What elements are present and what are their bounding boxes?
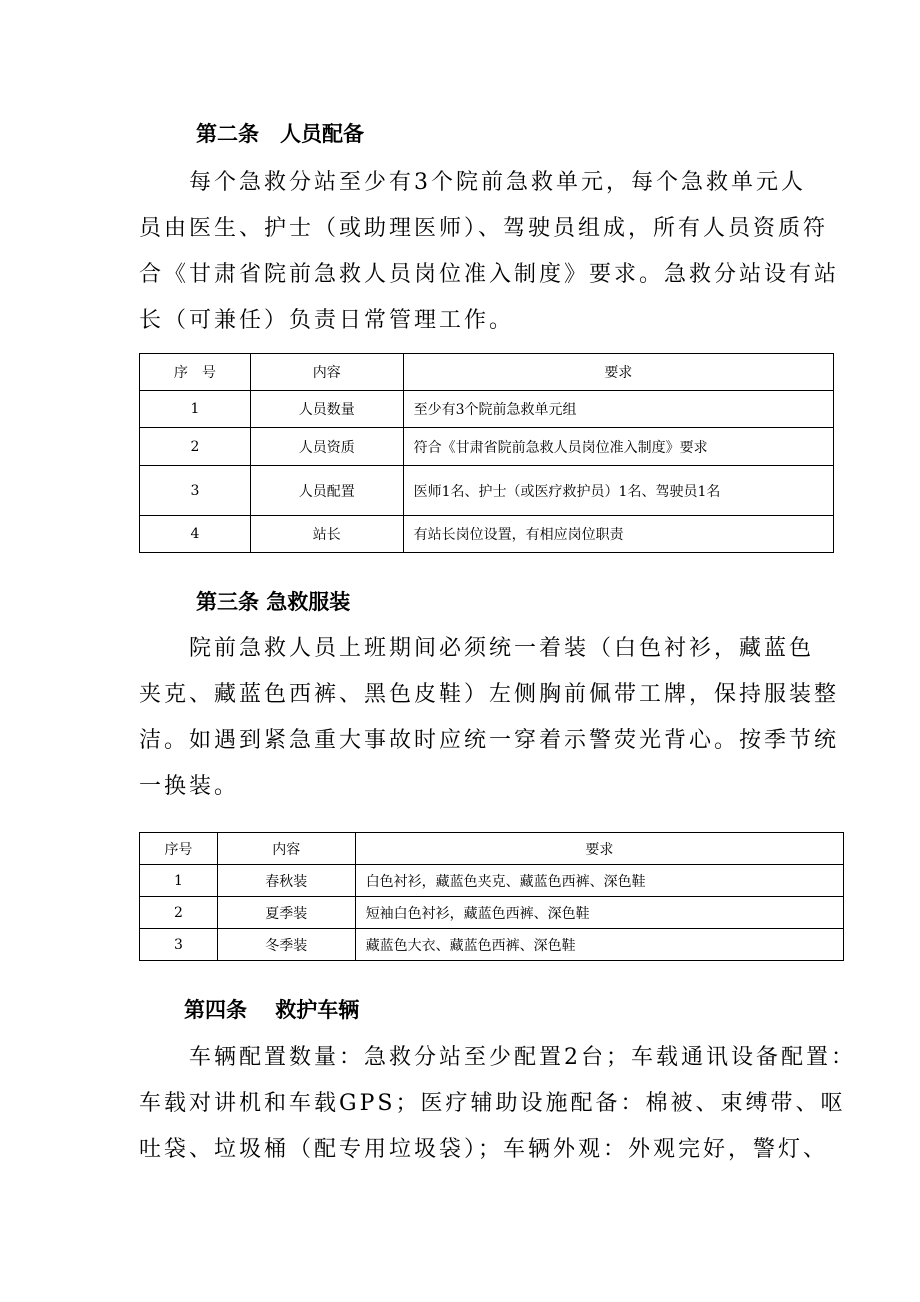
header-cell-requirement: 要求 — [403, 354, 833, 391]
table-row — [140, 865, 844, 897]
section3-heading: 第三条 急救服装 — [196, 590, 351, 614]
paragraph-line: 夹克、藏蓝色西裤、黑色皮鞋）左侧胸前佩带工牌，保持服装整 — [139, 682, 840, 707]
header-cell-requirement: 要求 — [355, 833, 843, 865]
table-row — [140, 929, 844, 961]
paragraph-line: 洁。如遇到紧急重大事故时应统一穿着示警荧光背心。按季节统 — [139, 728, 840, 753]
table-row — [140, 428, 834, 466]
table-row — [140, 516, 834, 553]
paragraph-line: 车载对讲机和车载GPS；医疗辅助设施配备：棉被、束缚带、呕 — [139, 1091, 846, 1116]
table-cell: 4 — [140, 516, 251, 553]
section2-heading: 第二条 人员配备 — [196, 122, 364, 146]
table-cell: 人员数量 — [250, 391, 403, 428]
table-cell: 3 — [140, 466, 251, 516]
table-cell: 藏蓝色大衣、藏蓝色西裤、深色鞋 — [355, 929, 843, 961]
table-cell: 符合《甘肃省院前急救人员岗位准入制度》要求 — [403, 428, 833, 466]
table-cell: 人员配置 — [250, 466, 403, 516]
header-cell-index: 序 号 — [140, 354, 251, 391]
table-row — [140, 466, 834, 516]
table-row — [140, 391, 834, 428]
section4-heading: 第四条 救护车辆 — [184, 998, 360, 1022]
table-cell: 短袖白色衬衫，藏蓝色西裤、深色鞋 — [355, 897, 843, 929]
table-cell: 白色衬衫，藏蓝色夹克、藏蓝色西裤、深色鞋 — [355, 865, 843, 897]
table-header-row — [140, 354, 834, 391]
table-cell: 冬季装 — [217, 929, 355, 961]
table-header-row — [140, 833, 844, 865]
paragraph-line: 院前急救人员上班期间必须统一着装（白色衬衫，藏蓝色 — [139, 636, 815, 661]
table-cell: 医师1名、护士（或医疗救护员）1名、驾驶员1名 — [403, 466, 833, 516]
table-cell: 1 — [140, 865, 218, 897]
header-cell-index: 序号 — [140, 833, 218, 865]
table-cell: 2 — [140, 897, 218, 929]
table-cell: 有站长岗位设置，有相应岗位职责 — [403, 516, 833, 553]
table-cell: 春秋装 — [217, 865, 355, 897]
staffing-table — [139, 353, 834, 553]
section3-paragraph — [139, 626, 839, 810]
paragraph-line: 车辆配置数量：急救分站至少配置2台；车载通讯设备配置： — [139, 1045, 856, 1070]
table-cell: 至少有3个院前急救单元组 — [403, 391, 833, 428]
table-cell: 3 — [140, 929, 218, 961]
table-cell: 1 — [140, 391, 251, 428]
paragraph-line: 员由医生、护士（或助理医师）、驾驶员组成，所有人员资质符 — [139, 216, 829, 241]
table-cell: 站长 — [250, 516, 403, 553]
table-cell: 夏季装 — [217, 897, 355, 929]
section4-paragraph — [139, 1035, 856, 1173]
paragraph-line: 吐袋、垃圾桶（配专用垃圾袋）；车辆外观：外观完好，警灯、 — [139, 1137, 829, 1162]
table-cell: 人员资质 — [250, 428, 403, 466]
header-cell-content: 内容 — [250, 354, 403, 391]
table-row — [140, 897, 844, 929]
paragraph-line: 合《甘肃省院前急救人员岗位准入制度》要求。急救分站设有站 — [139, 262, 840, 287]
paragraph-line: 一换装。 — [139, 774, 240, 799]
table-cell: 2 — [140, 428, 251, 466]
paragraph-line: 长（可兼任）负责日常管理工作。 — [139, 308, 515, 333]
uniform-table — [139, 832, 844, 961]
header-cell-content: 内容 — [217, 833, 355, 865]
section2-paragraph — [139, 160, 839, 344]
paragraph-line: 每个急救分站至少有3个院前急救单元，每个急救单元人 — [139, 170, 806, 195]
